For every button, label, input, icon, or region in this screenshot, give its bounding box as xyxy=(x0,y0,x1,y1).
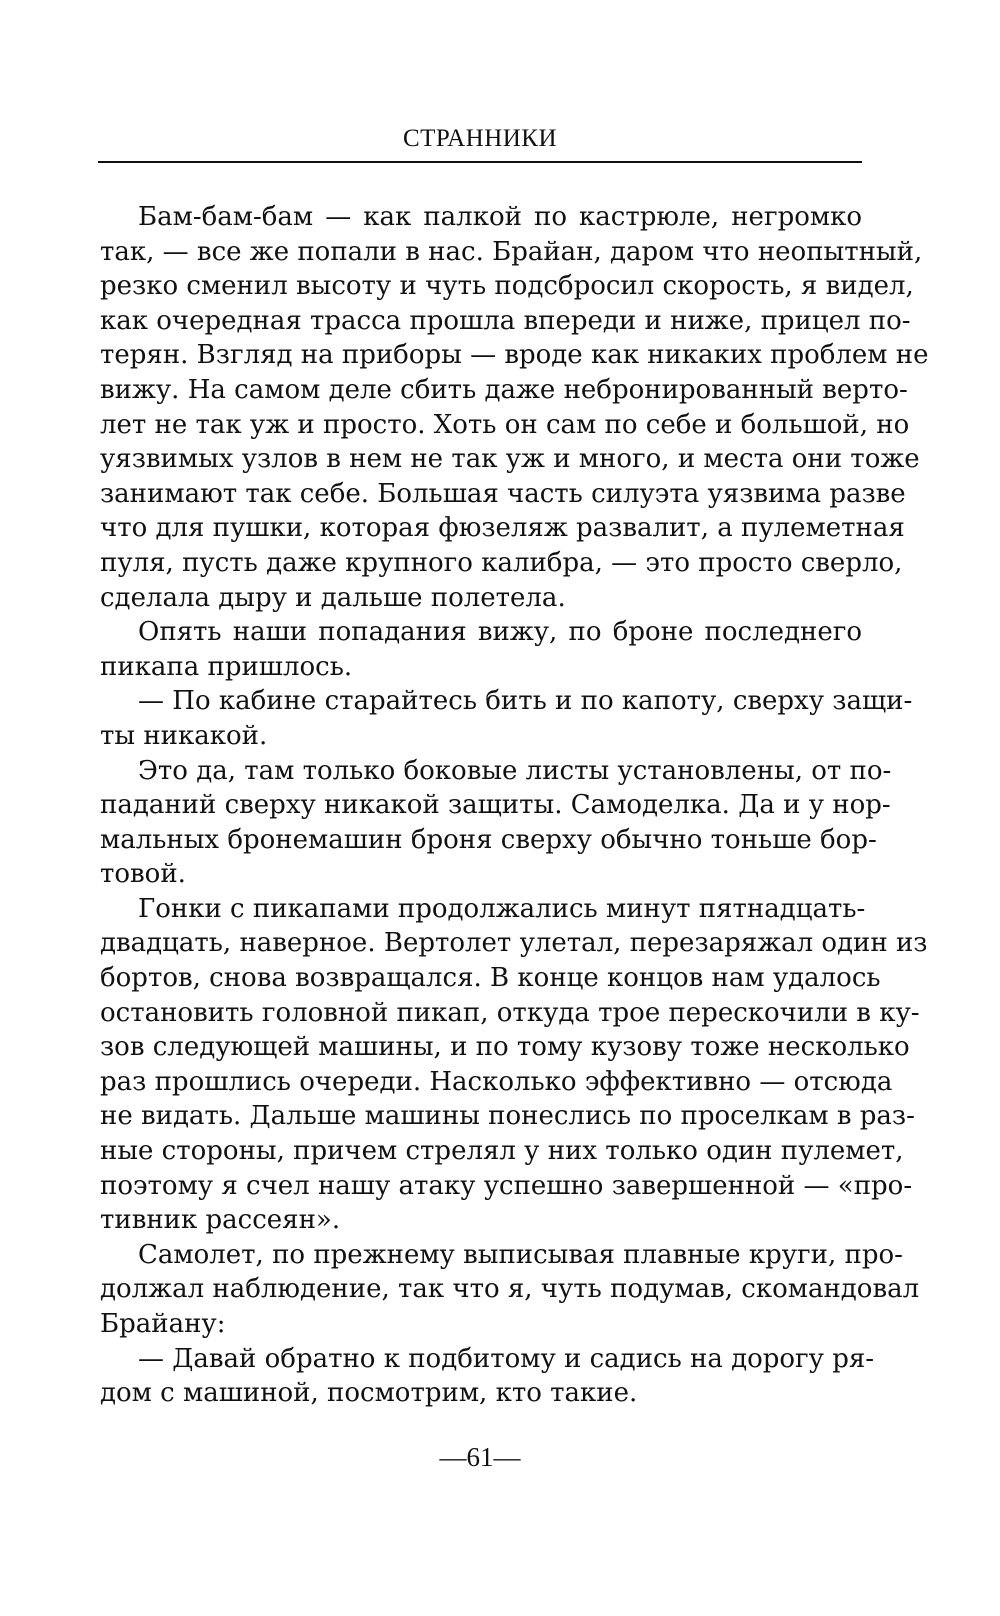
text-line: бортов, снова возвращался. В конце концов нам удалось xyxy=(100,963,881,994)
text-line: — По кабине старайтесь бить и по капоту, сверху защи- xyxy=(138,686,913,717)
text-line: остановить головной пикап, откуда трое перескочили в ку- xyxy=(100,997,920,1028)
text-line: не видать. Дальше машины понеслись по проселкам в раз- xyxy=(100,1101,915,1132)
text-line: резко сменил высоту и чуть подсбросил скорость, я видел, xyxy=(100,271,914,302)
text-line: как очередная трасса прошла впереди и ниже, прицел по- xyxy=(100,305,911,336)
text-line: ные стороны, причем стрелял у них только один пулемет, xyxy=(100,1136,904,1167)
text-line: уязвимых узлов в нем не так уж и много, и места они тоже xyxy=(100,444,920,475)
text-line: пикапа пришлось. xyxy=(100,651,353,682)
text-line: паданий сверху никакой защиты. Самоделка. Да и у нор- xyxy=(100,790,891,821)
text-line: поэтому я счел нашу атаку успешно завершенной — «про- xyxy=(100,1170,913,1201)
page-number: —61— xyxy=(439,1442,521,1472)
text-line: лет не так уж и просто. Хоть он сам по себе и большой, но xyxy=(100,409,910,440)
text-line: тивник рассеян». xyxy=(100,1205,341,1236)
text-line: Брайану: xyxy=(100,1309,226,1339)
text-line: товой. xyxy=(100,859,186,890)
text-line: Это да, там только боковые листы установлены, от по- xyxy=(138,755,892,786)
text-line: Опять наши попадания вижу, по броне последнего xyxy=(138,617,862,648)
text-line: Самолет, по прежнему выписывая плавные круги, про- xyxy=(138,1239,903,1270)
text-line: мальных бронемашин броня сверху обычно тоньше бор- xyxy=(100,824,877,855)
text-line: пуля, пусть даже крупного калибра, — это просто сверло, xyxy=(100,547,903,578)
text-line: должал наблюдение, так что я, чуть подумав, скомандовал xyxy=(100,1274,920,1305)
text-line: занимают так себе. Большая часть силуэта уязвима разве xyxy=(100,478,906,509)
text-line: двадцать, наверное. Вертолет улетал, перезаряжал один из xyxy=(100,928,928,959)
text-line: вижу. На самом деле сбить даже небронированный верто- xyxy=(100,374,908,405)
text-line: — Давай обратно к подбитому и садись на дорогу ря- xyxy=(138,1343,875,1374)
text-line: зов следующей машины, и по тому кузову тоже несколько xyxy=(100,1032,910,1063)
text-line: дом с машиной, посмотрим, кто такие. xyxy=(100,1378,638,1409)
header-rule xyxy=(98,161,862,163)
text-line: Гонки с пикапами продолжались минут пятнадцать- xyxy=(138,893,866,924)
text-line: так, — все же попали в нас. Брайан, даром что неопытный, xyxy=(100,236,923,267)
text-line: сделала дыру и дальше полетела. xyxy=(100,582,566,613)
text-line: терян. Взгляд на приборы — вроде как никаких проблем не xyxy=(100,340,929,371)
running-header: СТРАННИКИ xyxy=(402,125,558,152)
text-line: раз прошлись очереди. Насколько эффективно — отсюда xyxy=(100,1066,893,1097)
body-text xyxy=(100,200,929,1411)
text-line: что для пушки, которая фюзеляж развалит, а пулеметная xyxy=(100,513,905,544)
text-line: Бам-бам-бам — как палкой по кастрюле, негромко xyxy=(138,202,862,232)
text-line: ты никакой. xyxy=(100,720,268,751)
